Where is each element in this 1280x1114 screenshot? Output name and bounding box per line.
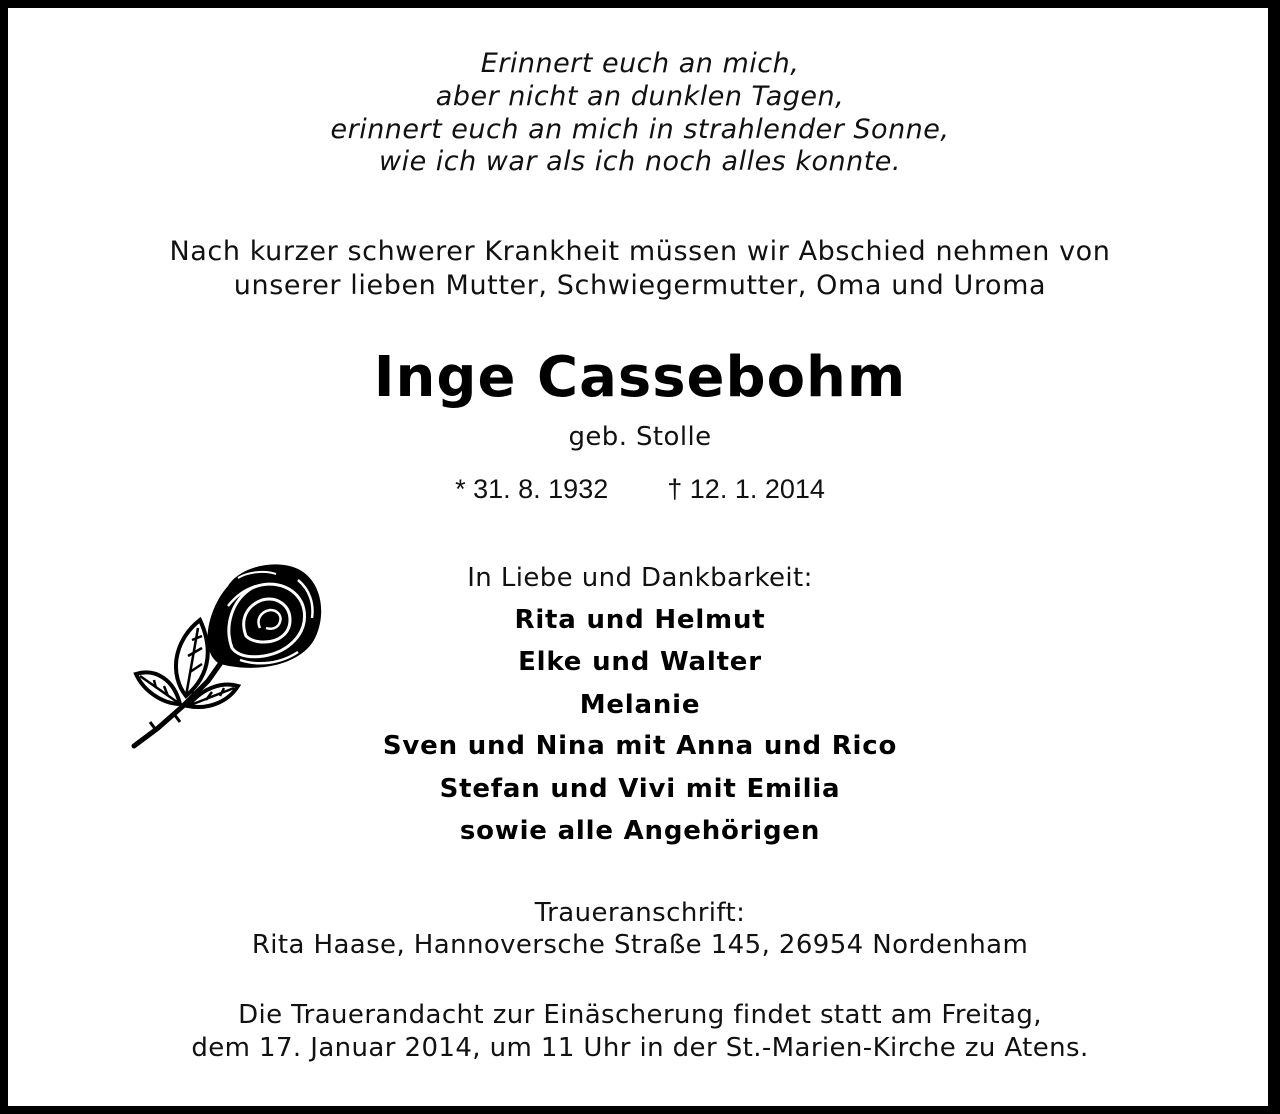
poem-line: wie ich war als ich noch alles konnte.	[378, 146, 901, 177]
death-date: † 12. 1. 2014	[667, 474, 825, 504]
birth-date: * 31. 8. 1932	[455, 474, 609, 504]
deceased-name: Inge Cassebohm	[373, 345, 907, 410]
poem-line: Erinnert euch an mich,	[480, 48, 800, 79]
address-label: Traueranschrift:	[534, 898, 746, 928]
mourner-name: Elke und Walter	[518, 647, 762, 677]
poem-line: aber nicht an dunklen Tagen,	[435, 81, 845, 112]
intro-line: Nach kurzer schwerer Krankheit müssen wir Abschied nehmen von	[169, 236, 1111, 267]
service-line: Die Trauerandacht zur Einäscherung findet statt am Freitag,	[238, 1000, 1042, 1030]
maiden-name: geb. Stolle	[568, 422, 712, 452]
life-dates	[0, 474, 1280, 505]
mourner-name: Stefan und Vivi mit Emilia	[439, 774, 841, 804]
mourner-name: sowie alle Angehörigen	[459, 816, 821, 846]
mourner-name: Melanie	[579, 690, 701, 720]
mourners-heading: In Liebe und Dankbarkeit:	[467, 563, 813, 593]
service-line: dem 17. Januar 2014, um 11 Uhr in der St.-Marien-Kirche zu Atens.	[191, 1033, 1089, 1063]
mourner-name: Rita und Helmut	[514, 605, 766, 635]
address-value: Rita Haase, Hannoversche Straße 145, 26954 Nordenham	[251, 930, 1029, 960]
poem-line: erinnert euch an mich in strahlender Sonne,	[330, 114, 950, 145]
mourner-name: Sven und Nina mit Anna und Rico	[382, 731, 898, 761]
intro-line: unserer lieben Mutter, Schwiegermutter, Oma und Uroma	[233, 270, 1047, 301]
rose-icon	[128, 556, 328, 756]
